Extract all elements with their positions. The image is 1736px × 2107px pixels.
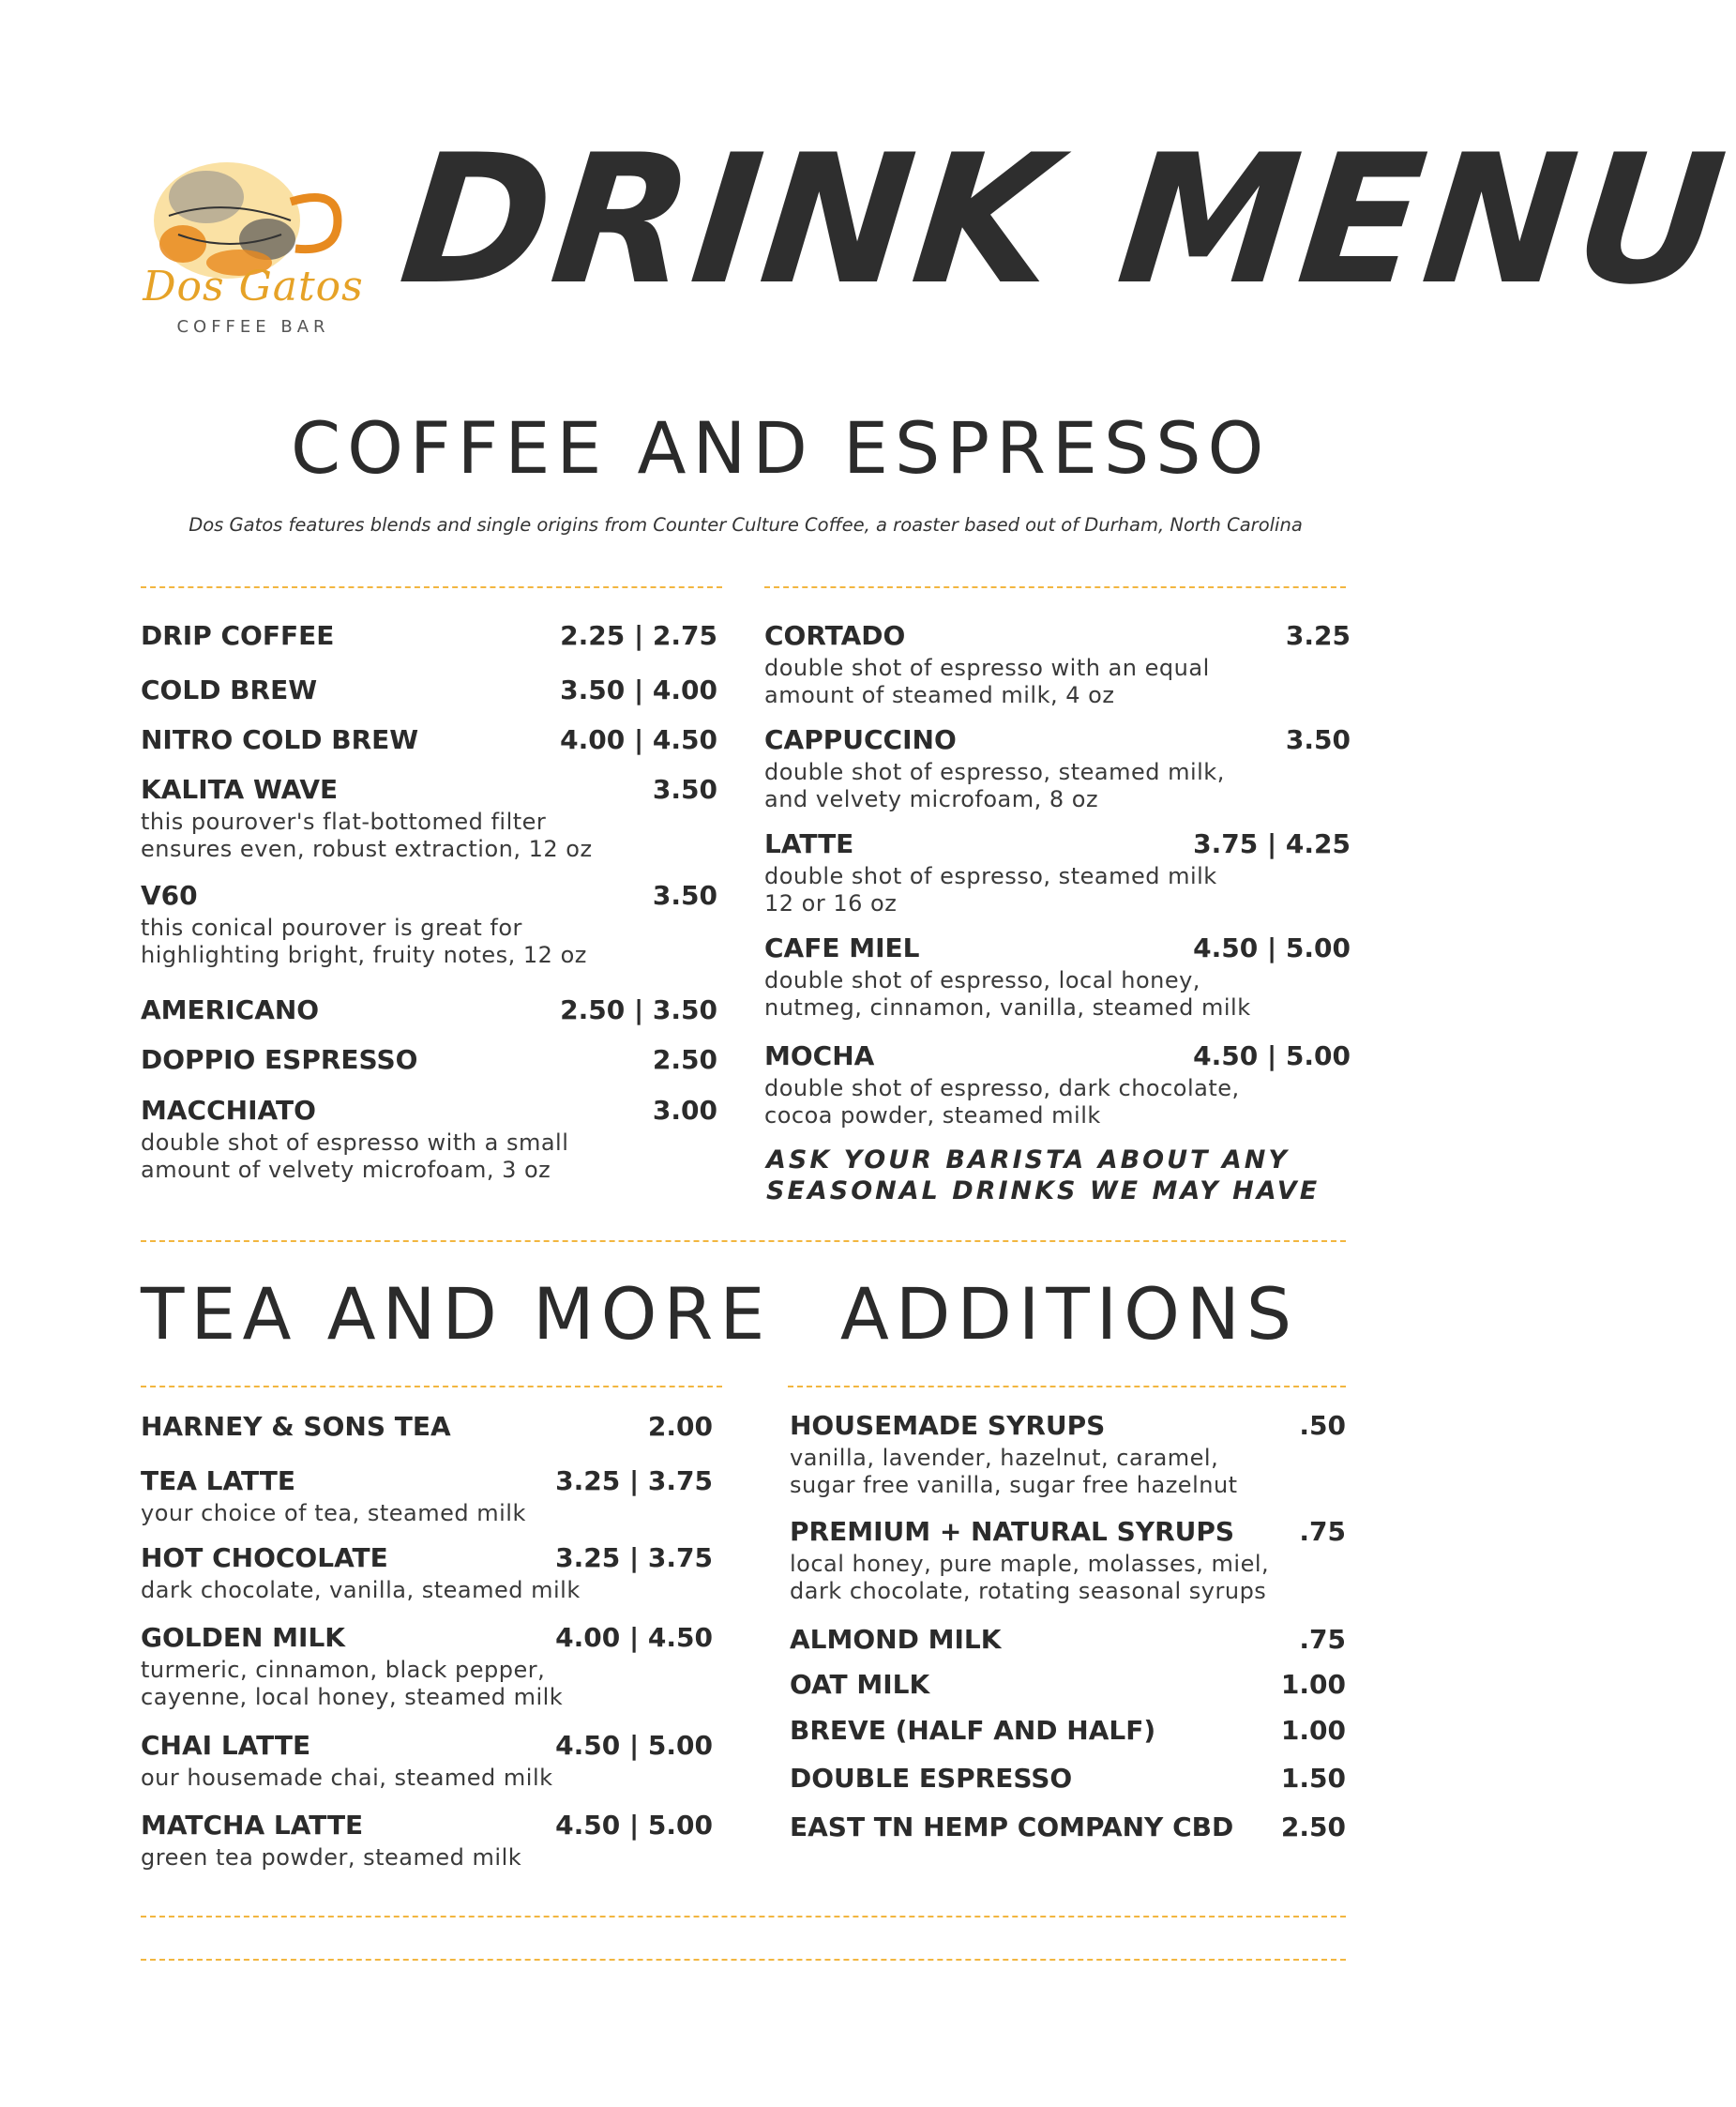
item-price: 4.00 | 4.50 (555, 1622, 713, 1653)
item-price: 3.75 | 4.25 (1193, 828, 1351, 859)
logo-name: Dos Gatos (143, 263, 364, 311)
divider (141, 1240, 1346, 1242)
item-price: 3.50 | 4.00 (560, 675, 717, 705)
item-description: vanilla, lavender, hazelnut, caramel, (790, 1445, 1219, 1471)
item-description: local honey, pure maple, molasses, miel, (790, 1551, 1270, 1577)
item-name: HARNEY & SONS TEA (141, 1411, 451, 1442)
item-price: 3.00 (652, 1095, 717, 1126)
item-name: NITRO COLD BREW (141, 724, 419, 755)
item-description: cayenne, local honey, steamed milk (141, 1684, 564, 1710)
seasonal-note (766, 1144, 1320, 1206)
item-description: this pourover's flat-bottomed filter (141, 809, 547, 835)
item-price: 3.25 | 3.75 (555, 1542, 713, 1573)
item-price: 3.50 (652, 774, 717, 805)
item-price: .75 (1299, 1516, 1346, 1547)
item-name: PREMIUM + NATURAL SYRUPS (790, 1516, 1235, 1547)
section-title-coffee: COFFEE AND ESPRESSO (291, 406, 1271, 490)
item-name: LATTE (764, 828, 854, 859)
item-description: 12 or 16 oz (764, 890, 898, 917)
item-description: our housemade chai, steamed milk (141, 1765, 553, 1791)
item-price: 2.50 | 3.50 (560, 994, 717, 1025)
item-description: double shot of espresso, steamed milk (764, 863, 1217, 889)
divider (141, 1386, 722, 1387)
item-description: ensures even, robust extraction, 12 oz (141, 836, 593, 862)
item-description: nutmeg, cinnamon, vanilla, steamed milk (764, 994, 1251, 1021)
item-price: 1.00 (1280, 1669, 1346, 1700)
item-name: TEA LATTE (141, 1465, 295, 1496)
item-description: sugar free vanilla, sugar free hazelnut (790, 1472, 1238, 1498)
item-name: AMERICANO (141, 994, 320, 1025)
item-name: CAPPUCCINO (764, 724, 957, 755)
item-price: 4.50 | 5.00 (1193, 932, 1351, 963)
item-price: 3.25 | 3.75 (555, 1465, 713, 1496)
item-description: cocoa powder, steamed milk (764, 1102, 1101, 1129)
item-description: this conical pourover is great for (141, 915, 522, 941)
divider (141, 1959, 1346, 1961)
item-description: double shot of espresso, steamed milk, (764, 759, 1225, 785)
item-name: MOCHA (764, 1040, 875, 1071)
item-name: DRIP COFFEE (141, 620, 335, 651)
item-name: COLD BREW (141, 675, 318, 705)
item-price: .75 (1299, 1624, 1346, 1655)
item-description: dark chocolate, rotating seasonal syrups (790, 1578, 1267, 1604)
seasonal-note-line: ASK YOUR BARISTA ABOUT ANY (766, 1145, 1290, 1175)
item-name: EAST TN HEMP COMPANY CBD (790, 1811, 1234, 1842)
item-description: double shot of espresso with an equal (764, 655, 1210, 681)
item-name: V60 (141, 880, 198, 911)
divider (141, 586, 722, 588)
item-price: .50 (1299, 1410, 1346, 1441)
logo-subtitle: COFFEE BAR (176, 317, 330, 337)
item-description: amount of steamed milk, 4 oz (764, 682, 1115, 708)
item-price: 4.50 | 5.00 (555, 1730, 713, 1761)
item-price: 3.50 (652, 880, 717, 911)
divider (764, 586, 1346, 588)
item-price: 1.00 (1280, 1715, 1346, 1746)
seasonal-note-line: SEASONAL DRINKS WE MAY HAVE (766, 1176, 1321, 1205)
item-price: 4.50 | 5.00 (555, 1810, 713, 1841)
item-price: 2.50 (652, 1044, 717, 1075)
item-name: CORTADO (764, 620, 906, 651)
section-title-additions: ADDITIONS (839, 1272, 1299, 1356)
item-description: double shot of espresso, dark chocolate, (764, 1075, 1240, 1101)
item-description: turmeric, cinnamon, black pepper, (141, 1657, 546, 1683)
item-price: 2.50 (1280, 1811, 1346, 1842)
item-name: DOPPIO ESPRESSO (141, 1044, 418, 1075)
item-price: 3.50 (1285, 724, 1351, 755)
divider (788, 1386, 1346, 1387)
item-name: MACCHIATO (141, 1095, 316, 1126)
item-name: ALMOND MILK (790, 1624, 1002, 1655)
item-name: CHAI LATTE (141, 1730, 311, 1761)
page-title: DRINK MENU (392, 116, 1736, 324)
item-description: highlighting bright, fruity notes, 12 oz (141, 942, 587, 968)
item-description: your choice of tea, steamed milk (141, 1500, 526, 1526)
item-price: 4.00 | 4.50 (560, 724, 717, 755)
item-name: OAT MILK (790, 1669, 930, 1700)
coffee-subtitle: Dos Gatos features blends and single origins from Counter Culture Coffee, a roaster based out of Durham, North Carolina (189, 514, 1303, 536)
item-name: HOUSEMADE SYRUPS (790, 1410, 1106, 1441)
item-description: and velvety microfoam, 8 oz (764, 786, 1099, 812)
item-name: BREVE (HALF AND HALF) (790, 1715, 1156, 1746)
item-name: MATCHA LATTE (141, 1810, 364, 1841)
item-price: 3.25 (1285, 620, 1351, 651)
section-title-tea: TEA AND MORE (141, 1272, 772, 1356)
divider (141, 1916, 1346, 1918)
item-price: 2.25 | 2.75 (560, 620, 717, 651)
item-description: double shot of espresso, local honey, (764, 967, 1200, 993)
cat-coffee-cup-logo (141, 131, 375, 347)
item-name: HOT CHOCOLATE (141, 1542, 388, 1573)
item-price: 2.00 (647, 1411, 713, 1442)
item-name: CAFE MIEL (764, 932, 920, 963)
item-description: dark chocolate, vanilla, steamed milk (141, 1577, 581, 1603)
item-price: 4.50 | 5.00 (1193, 1040, 1351, 1071)
item-price: 1.50 (1280, 1763, 1346, 1794)
item-name: DOUBLE ESPRESSO (790, 1763, 1073, 1794)
item-description: green tea powder, steamed milk (141, 1844, 522, 1871)
item-description: double shot of espresso with a small (141, 1129, 569, 1156)
item-name: KALITA WAVE (141, 774, 339, 805)
item-description: amount of velvety microfoam, 3 oz (141, 1157, 551, 1183)
item-name: GOLDEN MILK (141, 1622, 345, 1653)
